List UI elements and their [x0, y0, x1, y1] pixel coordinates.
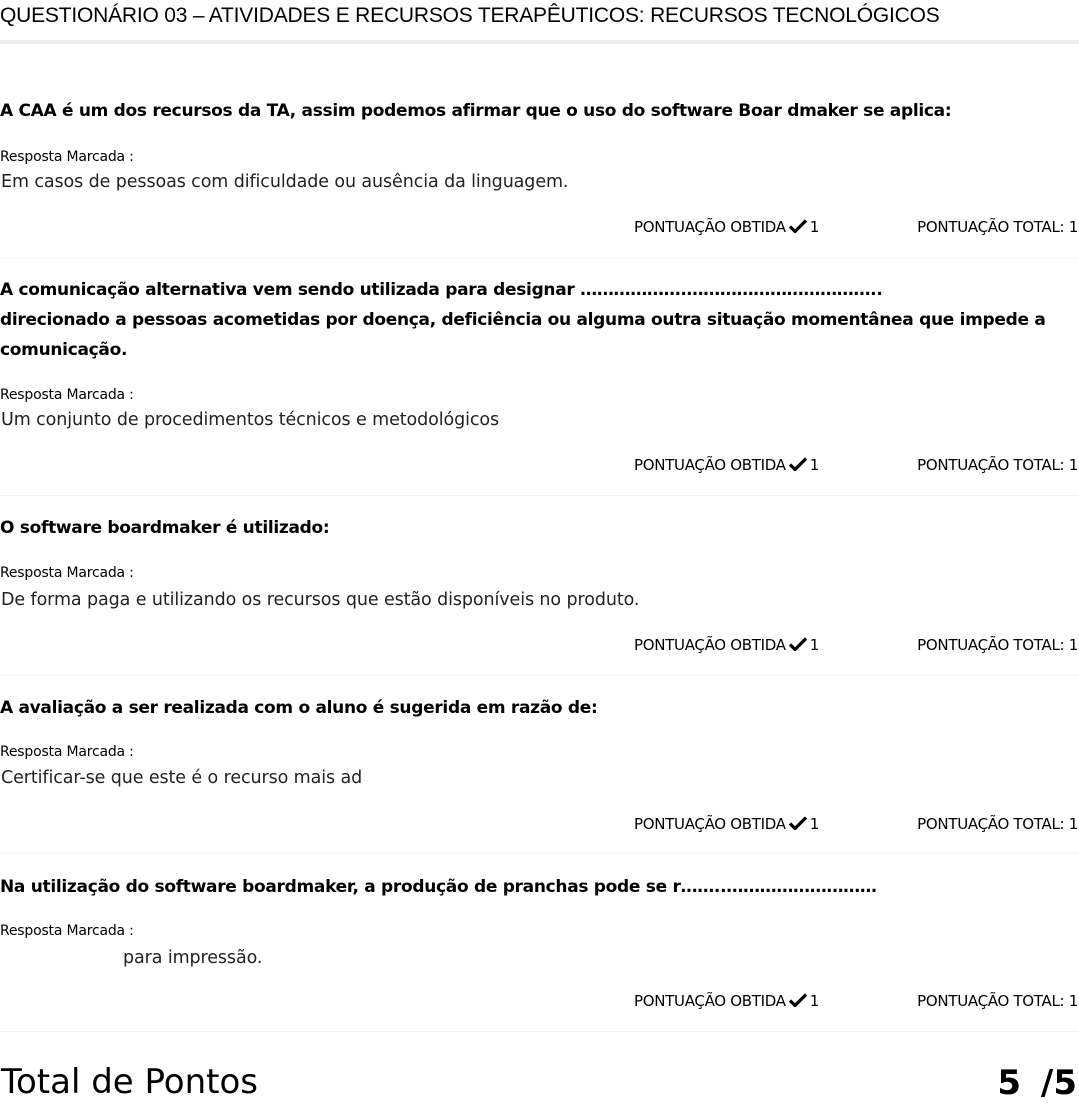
question-block — [0, 496, 1079, 676]
question-block — [0, 676, 1079, 854]
checkmark-icon — [789, 219, 807, 233]
total-label: Total de Pontos — [1, 1062, 259, 1102]
question-text — [0, 693, 1075, 723]
total-score — [997, 1063, 1077, 1103]
total-obtained: 5 — [997, 1063, 1022, 1103]
score-obtained — [634, 814, 819, 834]
answer-label: Resposta Marcada : — [0, 923, 134, 939]
question-text — [0, 872, 1075, 902]
page-title: QUESTIONÁRIO 03 – ATIVIDADES E RECURSOS TERAPÊUTICOS: RECURSOS TECNOLÓGICOS — [0, 0, 1079, 44]
question-line: A avaliação a ser realizada com o aluno é sugerida em razão de: — [0, 698, 598, 718]
score-total — [917, 814, 1078, 834]
total-max: 5 — [1053, 1063, 1077, 1103]
answer-label: Resposta Marcada : — [0, 387, 134, 403]
question-text — [0, 96, 1075, 126]
question-block — [0, 854, 1079, 1032]
answer-value: para impressão. — [123, 948, 263, 968]
score-total-value: 1 — [1068, 992, 1078, 1010]
answer-label: Resposta Marcada : — [0, 744, 134, 760]
score-total-label: PONTUAÇÃO TOTAL: — [917, 815, 1065, 833]
total-row — [0, 1032, 1079, 1105]
question-line: comunicação. — [0, 340, 128, 360]
question-text — [0, 513, 1075, 543]
score-total — [917, 455, 1078, 475]
score-total-label: PONTUAÇÃO TOTAL: — [917, 218, 1065, 236]
score-total-value: 1 — [1068, 456, 1078, 474]
answer-value: De forma paga e utilizando os recursos que estão disponíveis no produto. — [1, 590, 640, 610]
score-total-value: 1 — [1068, 636, 1078, 654]
answer-value: Em casos de pessoas com dificuldade ou ausência da linguagem. — [1, 172, 569, 192]
score-obtained-value: 1 — [809, 456, 819, 474]
question-text — [0, 275, 1075, 365]
question-line: A CAA é um dos recursos da TA, assim podemos afirmar que o uso do software Boar dmaker se aplica: — [0, 101, 952, 121]
score-total-label: PONTUAÇÃO TOTAL: — [917, 992, 1065, 1010]
question-line: Na utilização do software boardmaker, a produção de pranchas pode se r……..……………………… — [0, 877, 877, 897]
question-block — [0, 44, 1079, 258]
score-total — [917, 635, 1078, 655]
score-obtained — [634, 217, 819, 237]
score-total — [917, 991, 1078, 1011]
question-block — [0, 258, 1079, 496]
score-obtained-label: PONTUAÇÃO OBTIDA — [634, 636, 786, 654]
answer-label: Resposta Marcada : — [0, 149, 134, 165]
score-obtained-label: PONTUAÇÃO OBTIDA — [634, 815, 786, 833]
score-obtained-value: 1 — [809, 636, 819, 654]
score-total-label: PONTUAÇÃO TOTAL: — [917, 456, 1065, 474]
score-total-label: PONTUAÇÃO TOTAL: — [917, 636, 1065, 654]
score-obtained-value: 1 — [809, 992, 819, 1010]
score-obtained — [634, 635, 819, 655]
answer-value: Certificar-se que este é o recurso mais ad — [1, 768, 363, 788]
score-obtained — [634, 991, 819, 1011]
score-total — [917, 217, 1078, 237]
question-line: O software boardmaker é utilizado: — [0, 518, 330, 538]
score-obtained-label: PONTUAÇÃO OBTIDA — [634, 218, 786, 236]
question-line: direcionado a pessoas acometidas por doença, deficiência ou alguma outra situação momentânea que impede a — [0, 310, 1046, 330]
score-obtained-value: 1 — [809, 815, 819, 833]
question-line: A comunicação alternativa vem sendo utilizada para designar ……………….…………………………….. — [0, 280, 883, 300]
score-obtained — [634, 455, 819, 475]
answer-label: Resposta Marcada : — [0, 565, 134, 581]
score-total-value: 1 — [1068, 815, 1078, 833]
total-separator: / — [1040, 1063, 1054, 1103]
score-obtained-label: PONTUAÇÃO OBTIDA — [634, 456, 786, 474]
score-obtained-label: PONTUAÇÃO OBTIDA — [634, 992, 786, 1010]
score-total-value: 1 — [1068, 218, 1078, 236]
score-obtained-value: 1 — [809, 218, 819, 236]
answer-value: Um conjunto de procedimentos técnicos e metodológicos — [1, 410, 500, 430]
checkmark-icon — [789, 993, 807, 1007]
checkmark-icon — [789, 637, 807, 651]
checkmark-icon — [789, 457, 807, 471]
checkmark-icon — [789, 816, 807, 830]
